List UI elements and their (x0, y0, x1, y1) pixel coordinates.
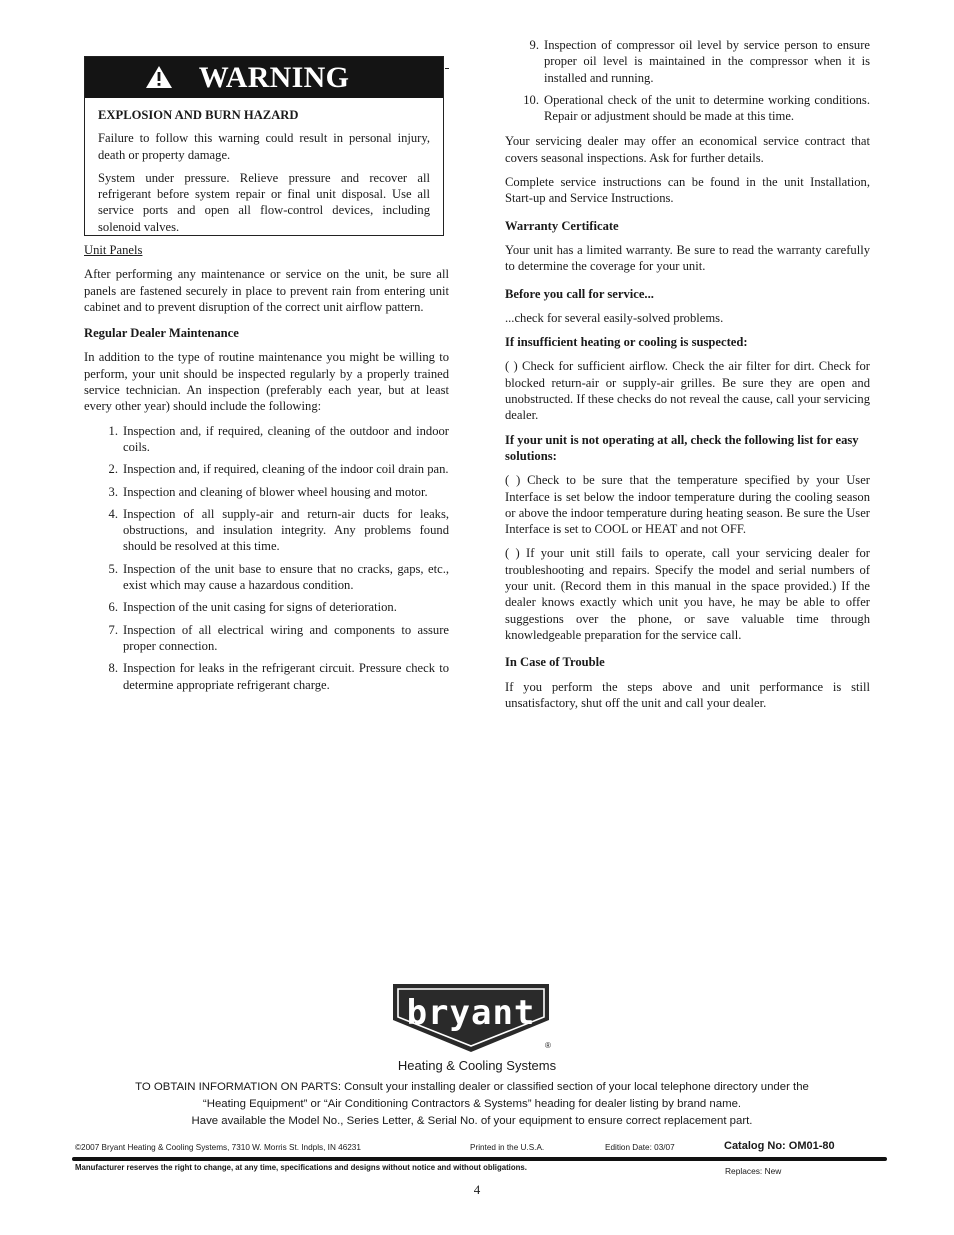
page-number: 4 (473, 1182, 481, 1197)
replaces: Replaces: New (725, 1166, 782, 1176)
service-contract-text: Your servicing dealer may offer an economical service contract that covers seasonal inspections. Ask for further details. (505, 134, 870, 165)
list-item: 1. Inspection and, if required, cleaning of the outdoor and indoor coils. (108, 423, 449, 454)
unit-panels-heading: Unit Panels (84, 243, 143, 257)
not-operating-heading: If your unit is not operating at all, check the following list for easy solutions: (505, 432, 859, 463)
dealer-maintenance-heading: Regular Dealer Maintenance (84, 326, 239, 341)
warning-header (85, 57, 443, 98)
edition-date: Edition Date: 03/07 (605, 1143, 675, 1152)
manufacturer-note: Manufacturer reserves the right to change, at any time, specifications and designs without notice and without obligations. (75, 1163, 527, 1172)
list-item: 8. Inspection for leaks in the refrigerant circuit. Pressure check to determine appropriate refrigerant charge. (108, 661, 449, 692)
list-item: 3. Inspection and cleaning of blower wheel housing and motor. (108, 484, 428, 499)
trouble-text: If you perform the steps above and unit performance is still unsatisfactory, shut off the unit and call your dealer. (505, 679, 870, 710)
warning-para-2: System under pressure. Relieve pressure and recover all refrigerant before system repair or final unit disposal. Use all service ports and open all flow-control devices, including solenoid valves. (98, 170, 430, 234)
warranty-heading: Warranty Certificate (505, 218, 619, 233)
check-temperature-text: ( ) Check to be sure that the temperature specified by your User Interface is set below the indoor temperature during the cooling season or above the indoor temperature during heating season. Be sure the User Interface is set to COOL or HEAT and not OFF. (505, 473, 870, 537)
warning-box (84, 56, 444, 236)
left-column (84, 242, 449, 699)
warning-box-tick (445, 68, 449, 69)
list-item: 9. Inspection of compressor oil level by service person to ensure proper oil level is maintained in the compressor when it is installed and running. (529, 38, 870, 85)
warning-para-1: Failure to follow this warning could result in personal injury, death or property damage. (98, 131, 430, 162)
catalog-number: Catalog No: OM01-80 (724, 1140, 835, 1152)
list-item: 2. Inspection and, if required, cleaning of the indoor coil drain pan. (108, 462, 449, 477)
list-item: 10. Operational check of the unit to determine working conditions. Repair or adjustment should be made at this time. (523, 92, 870, 124)
trouble-heading: In Case of Trouble (505, 655, 605, 670)
dealer-maintenance-text: In addition to the type of routine maintenance you might be willing to perform, your unit should be inspected regularly by a properly trained service technician. An inspection (preferably each year, but at least every other year) should include the following: (84, 350, 449, 414)
insufficient-heading: If insufficient heating or cooling is suspected: (505, 335, 748, 350)
list-item: 7. Inspection of all electrical wiring and components to assure proper connection. (108, 622, 449, 653)
tagline: Heating & Cooling Systems (397, 1058, 557, 1073)
list-item: 4. Inspection of all supply-air and return-air ducts for leaks, obstructions, and insulation integrity. Any problems found should be resolved at this time. (108, 506, 449, 554)
footer-rule (72, 1157, 887, 1161)
unit-panels-text: After performing any maintenance or service on the unit, be sure all panels are fastened securely in place to prevent rain from entering unit cabinet and to prevent disruption of the correct unit airflow pattern. (84, 267, 449, 314)
list-item: 6. Inspection of the unit casing for signs of deterioration. (108, 600, 397, 615)
hazard-heading: EXPLOSION AND BURN HAZARD (98, 108, 299, 122)
warning-title: WARNING (198, 60, 350, 94)
before-service-text: ...check for several easily-solved problems. (505, 310, 724, 325)
still-fails-text: ( ) If your unit still fails to operate, call your servicing dealer for troubleshooting and repairs. Specify the model and serial numbers of your unit. (Record them in this manual in the space provided.) If the dealer knows exactly which unit you have, he may be able to offer suggestions over the phone, or save valuable time through knowledgeable preparation for the service call. (505, 546, 870, 642)
insufficient-text: ( ) Check for sufficient airflow. Check the air filter for dirt. Check for blocked return-air or supply-air grilles. Be sure they are open and unobstructed. If these checks do not reveal the cause, call your servicing dealer. (505, 359, 870, 423)
bryant-logo (389, 982, 553, 1054)
copyright: ©2007 Bryant Heating & Cooling Systems, 7310 W. Morris St. Indpls, IN 46231 (75, 1143, 361, 1152)
warning-body (85, 98, 443, 235)
parts-info (72, 1079, 872, 1130)
warning-triangle-icon (145, 65, 173, 89)
parts-line-3: Have available the Model No., Series Letter, & Serial No. of your equipment to ensure correct replacement part. (191, 1115, 753, 1127)
before-service-heading: Before you call for service... (505, 286, 654, 301)
maintenance-list (84, 423, 449, 693)
right-column (505, 37, 870, 719)
service-instructions-text: Complete service instructions can be found in the unit Installation, Start-up and Service Instructions. (505, 175, 870, 206)
registered-mark: ® (545, 1041, 551, 1050)
parts-line-1: TO OBTAIN INFORMATION ON PARTS: Consult your installing dealer or classified section of your local telephone directory under the (135, 1081, 809, 1093)
list-item: 5. Inspection of the unit base to ensure that no cracks, gaps, etc., exist which may cause a hazardous condition. (108, 561, 449, 593)
logo-text: bryant (406, 993, 536, 1033)
parts-line-2: “Heating Equipment” or “Air Conditioning Contractors & Systems” heading for dealer listing by brand name. (202, 1098, 742, 1110)
warranty-text: Your unit has a limited warranty. Be sure to read the warranty carefully to determine the coverage for your unit. (505, 242, 870, 274)
printed-in: Printed in the U.S.A. (470, 1143, 545, 1152)
maintenance-list-continued (505, 37, 870, 124)
